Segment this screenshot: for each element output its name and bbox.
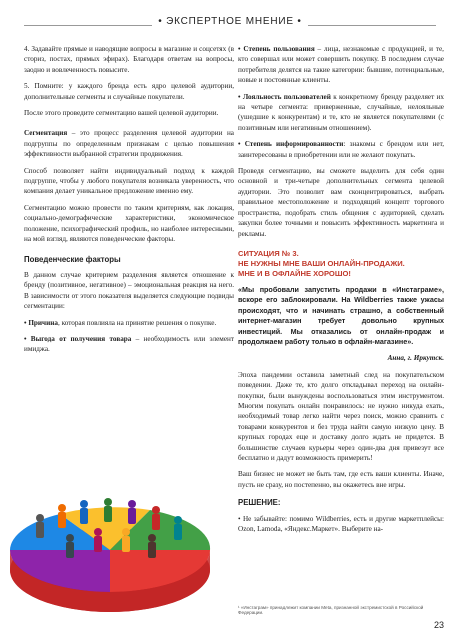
- situation-title: СИТУАЦИЯ № 3.: [238, 248, 299, 258]
- bullet-text: : знакомы с брендом или нет, заинтересованы в приобретении или не желают покупать.: [238, 140, 445, 159]
- bullet: [238, 44, 444, 86]
- situation-heading: [238, 249, 444, 279]
- person-icon: [36, 514, 44, 522]
- paragraph: Ваш бизнес не может не быть там, где есть ваши клиенты. Иначе, пусть не сразу, но постепенно, вы окажетесь вне игры.: [238, 470, 444, 489]
- solution-heading: РЕШЕНИЕ:: [238, 498, 281, 508]
- quote-signature: Анна, г. Иркутск.: [387, 354, 444, 363]
- person-icon: [174, 516, 182, 524]
- person-icon: [174, 524, 182, 540]
- person-icon: [36, 522, 44, 538]
- situation-line: НЕ НУЖНЫ МНЕ ВАШИ ОНЛАЙН-ПРОДАЖИ.: [238, 258, 405, 268]
- paragraph: Проведя сегментацию, вы сможете выделить для себя один основной и три-четыре дополнительных сегмента целевой аудитории. Это позволит вам сконцентрироваться, выбрать правильное местоположение и подходящий концепт торгового пространства, подобрать стиль общения с аудиторией, сделать закупки более точными и повысить эффективность маркетинга и рекламы.: [238, 167, 444, 238]
- bullet-term: • Степень пользования: [238, 45, 315, 53]
- person-icon: [104, 498, 112, 506]
- person-icon: [152, 506, 160, 514]
- person-icon: [58, 504, 66, 512]
- term: Сегментация: [24, 129, 68, 138]
- left-column: [24, 44, 234, 361]
- right-column: [238, 44, 444, 540]
- bullet: • Не забывайте: помимо Wildberries, есть и другие маркетплейсы: Ozon, Lamoda, «Яндекс.Маркет». Выберите на-: [238, 514, 444, 534]
- situation-line: МНЕ И В ОФЛАЙНЕ ХОРОШО!: [238, 268, 351, 278]
- bullet-term: • Лояльность пользователей: [238, 92, 331, 101]
- bullet: [238, 92, 444, 134]
- header-title: • ЭКСПЕРТНОЕ МНЕНИЕ •: [158, 16, 302, 27]
- customer-quote: «Мы пробовали запустить продажи в «Инстаграме», вскоре его заблокировали. На Wildberries также ужасы происходят, что и начинать страшно, а собственный интернет-магазин требует довольно крупных инвестиций. Мы отказались от онлайн-продаж и продолжаем работу только в офлайн-магазине».: [238, 284, 444, 346]
- person-icon: [94, 528, 102, 536]
- bullet-text: , которая повлияла на принятие решения о покупке.: [57, 318, 217, 327]
- person-icon: [80, 500, 88, 508]
- person-icon: [148, 542, 156, 558]
- paragraph: В данном случае критерием разделения является отношение к бренду (позитивное, негативное) – эмоциональная реакция на него. В зависимости от этого показателя выделяется следующие подвиды сегментации:: [24, 270, 234, 311]
- bullet-term: • Выгода от получения товара: [24, 334, 132, 343]
- bullet: [24, 318, 234, 328]
- segmentation-illustration: [0, 420, 232, 630]
- person-icon: [66, 534, 74, 542]
- person-icon: [152, 514, 160, 530]
- person-icon: [80, 508, 88, 524]
- paragraph: Способ позволяет найти индивидуальный подход к каждой подгруппе, чтобы у любого покупателя возникала уверенность, что компания делает уникальное предложение именно ему.: [24, 166, 234, 196]
- bullet-term: • Степень информированности: [238, 140, 344, 149]
- bullet-text: к конкретному бренду разделяет их на четыре сегмента: приверженные, случайные, нелояльные (ушедшие к конкурентам) и те, кто не является покупателями (с позитивным или негативным отношением).: [238, 92, 444, 132]
- paragraph: После этого проведите сегментацию вашей целевой аудитории.: [24, 109, 219, 118]
- definition: – это процесс разделения целевой аудитории на подгруппы по определенным признакам с целью повышения эффективности выбранной стратегии продвижения.: [24, 129, 234, 159]
- bullet-text: – необходимость или элемент имиджа.: [24, 334, 235, 354]
- paragraph: [24, 128, 234, 159]
- paragraph: 4. Задавайте прямые и наводящие вопросы в магазине и соцсетях (в сториз, постах, прямых эфирах). Благодаря ответам на вопросы, заодно и вовлеченность повысите.: [24, 45, 234, 74]
- section-header: [0, 16, 460, 34]
- subheading: Поведенческие факторы: [24, 254, 121, 264]
- header-rule-right: [308, 25, 436, 26]
- bullet-term: • Причина: [24, 318, 58, 327]
- paragraph: Эпоха пандемии оставила заметный след на покупательском поведении. Даже те, кто долго откладывал переход на онлайн-покупки, были вынуждены воспользоваться этим инструментом. Многим покупать онлайн понравилось: не нужно никуда ехать, необходимый товар легко найти через поиск, можно сравнить с товарами конкурентов и без труда найти самую низкую цену. В крупных городах еще и доставку долго ждать не придется. В большинстве случаев курьеры через один-два дня привезут все бесплатно и дадут возможность примерить!: [238, 370, 444, 462]
- footnote: ¹ «Инстаграм» принадлежит компании Meta, признанной экстремистской в Российской Федерации.: [238, 605, 424, 615]
- person-icon: [128, 508, 136, 524]
- person-icon: [128, 500, 136, 508]
- person-icon: [122, 536, 130, 552]
- paragraph: Сегментацию можно провести по таким критериям, как локация, социально-демографические характеристики, экономическое положение, психографический профиль, но наиболее интересными, на мой взгляд, являются поведенческие факторы.: [24, 203, 234, 244]
- bullet: [238, 139, 444, 160]
- page-number: 23: [433, 620, 444, 630]
- person-icon: [104, 506, 112, 522]
- paragraph: 5. Помните: у каждого бренда есть ядро целевой аудитории, дополнительные сегменты и случайные покупатели.: [24, 82, 234, 101]
- person-icon: [148, 534, 156, 542]
- person-icon: [94, 536, 102, 552]
- bullet: [24, 334, 234, 355]
- person-icon: [122, 528, 130, 536]
- bullet-text: – лица, незнакомые с продукцией, и те, кто совершал или может совершить покупку. В последнем случае потребителя делятся на такие категории: бывшие, потенциальные, новые и постоянные клиенты.: [238, 45, 444, 85]
- person-icon: [66, 542, 74, 558]
- header-rule-left: [24, 25, 152, 26]
- person-icon: [58, 512, 66, 528]
